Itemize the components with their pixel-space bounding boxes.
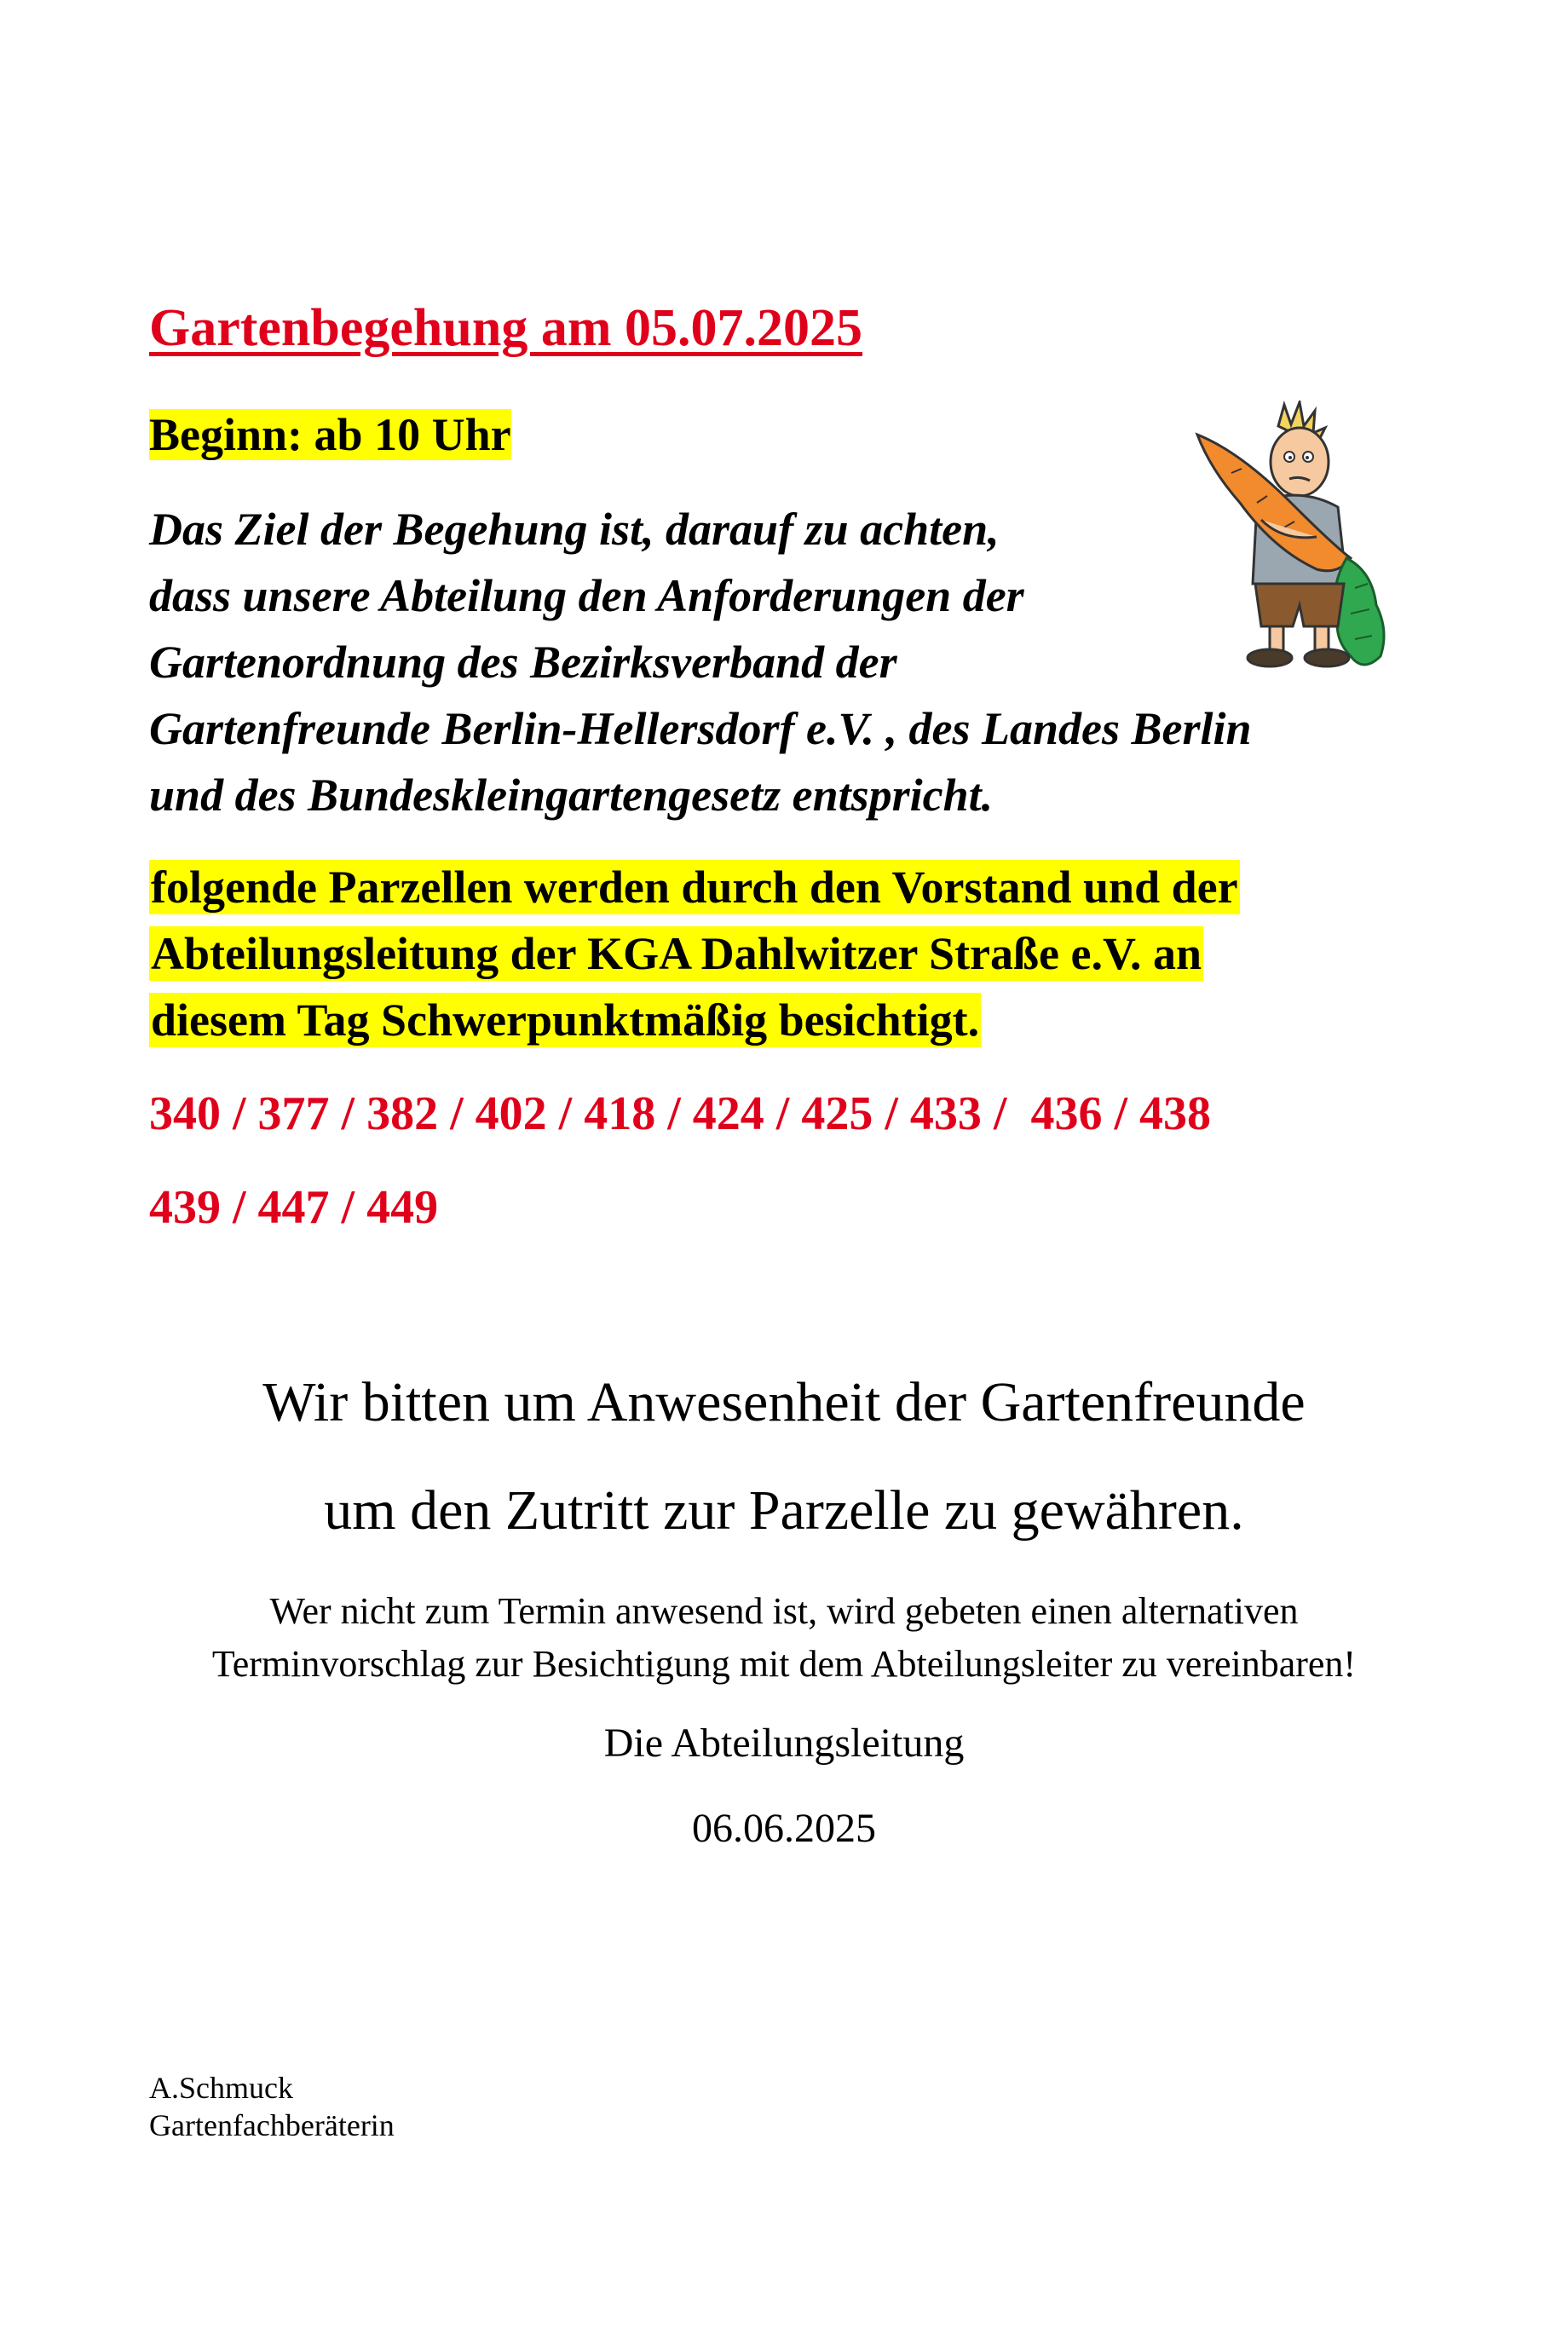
goal-line: und des Bundeskleingartengesetz entspricht. [149, 770, 994, 821]
goal-line: Gartenfreunde Berlin-Hellersdorf e.V. , des Landes Berlin [149, 703, 1252, 754]
parcel-numbers-line-2: 439 / 447 / 449 [149, 1181, 439, 1234]
start-time-text: Beginn: ab 10 Uhr [149, 409, 511, 460]
author-role: Gartenfachberäterin [149, 2108, 395, 2142]
closing-signature: Die Abteilungsleitung [603, 1721, 965, 1766]
request-note-2: Terminvorschlag zur Besichtigung mit dem Abteilungsleiter zu vereinbaren! [211, 1643, 1357, 1685]
start-time [149, 404, 511, 465]
author-name: A.Schmuck [149, 2071, 293, 2105]
page-title: Gartenbegehung am 05.07.2025 [149, 299, 862, 357]
parcel-numbers-line-1: 340 / 377 / 382 / 402 / 418 / 424 / 425 / 433 / 436 / 438 [149, 1087, 1212, 1140]
parcels-intro-line: diesem Tag Schwerpunktmäßig besichtigt. [151, 994, 980, 1046]
parcels-intro [149, 854, 1240, 1053]
goal-line: Gartenordnung des Bezirksverband der [149, 637, 897, 688]
request-line-2: um den Zutritt zur Parzelle zu gewähren. [324, 1479, 1244, 1542]
goal-line: dass unsere Abteilung den Anforderungen der [149, 570, 1024, 621]
request-note-1: Wer nicht zum Termin anwesend ist, wird gebeten einen alternativen [269, 1590, 1299, 1632]
goal-paragraph [149, 496, 1444, 828]
request-line-1: Wir bitten um Anwesenheit der Gartenfreunde [262, 1371, 1306, 1433]
goal-line: Das Ziel der Begehung ist, darauf zu achten, [149, 504, 1000, 555]
parcels-intro-line: Abteilungsleitung der KGA Dahlwitzer Straße e.V. an [151, 928, 1202, 979]
parcels-intro-line: folgende Parzellen werden durch den Vorstand und der [151, 862, 1238, 913]
document-date: 06.06.2025 [692, 1806, 876, 1851]
